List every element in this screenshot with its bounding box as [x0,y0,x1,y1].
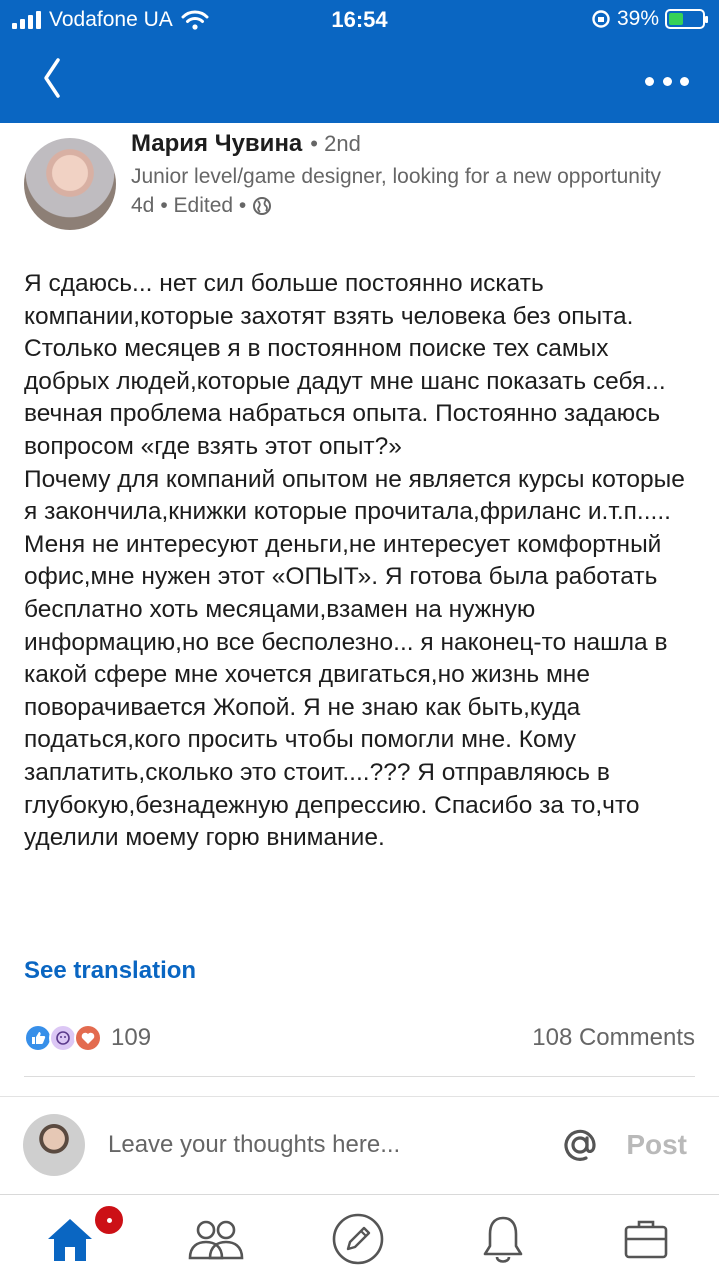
post-icon [331,1212,385,1266]
see-translation-link[interactable]: See translation [24,957,197,984]
tab-my-network[interactable] [186,1213,246,1265]
author-name[interactable]: Мария Чувина [131,130,303,157]
globe-icon [252,196,272,216]
tab-notifications[interactable] [473,1213,533,1265]
tab-jobs[interactable] [616,1213,676,1265]
comment-input[interactable]: Leave your thoughts here... [108,1131,401,1158]
my-avatar [23,1114,85,1176]
app-header [0,0,719,123]
reactions-summary[interactable] [24,1024,151,1052]
connection-degree: • 2nd [310,131,361,156]
like-reaction-icon [24,1024,52,1052]
back-chevron-icon[interactable] [32,48,76,108]
author-info [131,130,695,218]
status-right [591,7,705,31]
home-icon [44,1215,96,1263]
more-icon[interactable] [645,66,689,96]
divider [24,1076,695,1077]
notification-badge [92,1203,126,1237]
tab-home[interactable] [40,1213,100,1265]
love-reaction-icon [74,1024,102,1052]
comments-count[interactable]: 108 Comments [532,1024,695,1051]
mention-icon[interactable] [558,1123,602,1167]
battery-percent: 39% [616,7,659,30]
post-header [24,130,695,250]
author-avatar[interactable] [24,138,116,230]
bottom-tab-bar [0,1194,719,1280]
social-counts [24,1018,695,1058]
author-name-line [131,130,695,158]
author-headline: Junior level/game designer, looking for a new opportunity [131,165,661,188]
post-text: Я сдаюсь... нет сил больше постоянно искать компании,которые захотят взять человека без опыта. Столько месяцев я в постоянном поиске тех самых добрых людей,которые дадут мне шанс показать себя... вечная проблема набраться опыта. Постоянно задаюсь вопросом «где взять этот опыт?» Почему для компаний опытом не является курсы которые я закончила,книжки которые прочитала,фриланс и.т.п..... Меня не интересуют деньги,не интересует комфортный офис,мне нужен этот «ОПЫТ». Я готова была работать бесплатно хоть месяцами,взамен на нужную информацию,но все бесполезно... я наконец-то нашла в какой сфере мне хочется двигаться,но жизнь мне поворачивается Жопой. Я не знаю как быть,куда податься,кого просить чтобы помогли мне. Кому заплатить,сколько это стоит....??? Я отправляюсь в глубокую,безнадежную депрессию. Спасибо за то,что уделили моему горю внимание. [24,270,685,852]
reaction-count: 109 [111,1024,152,1051]
nav-bar [0,40,719,123]
carrier-name: Vodafone UA [49,8,173,31]
post-meta [131,194,695,218]
rotation-lock-icon [591,9,611,29]
clock: 16:54 [331,7,388,32]
notifications-icon [480,1214,526,1264]
comment-composer [0,1096,719,1194]
battery-icon [665,9,705,29]
my-network-icon [186,1216,246,1262]
curious-reaction-icon [49,1024,77,1052]
edited-label: • Edited • [160,194,247,217]
tab-post[interactable] [328,1213,388,1265]
post-age: 4d [131,194,155,217]
post-button[interactable]: Post [626,1129,687,1160]
jobs-icon [622,1217,670,1261]
status-bar [0,0,719,40]
